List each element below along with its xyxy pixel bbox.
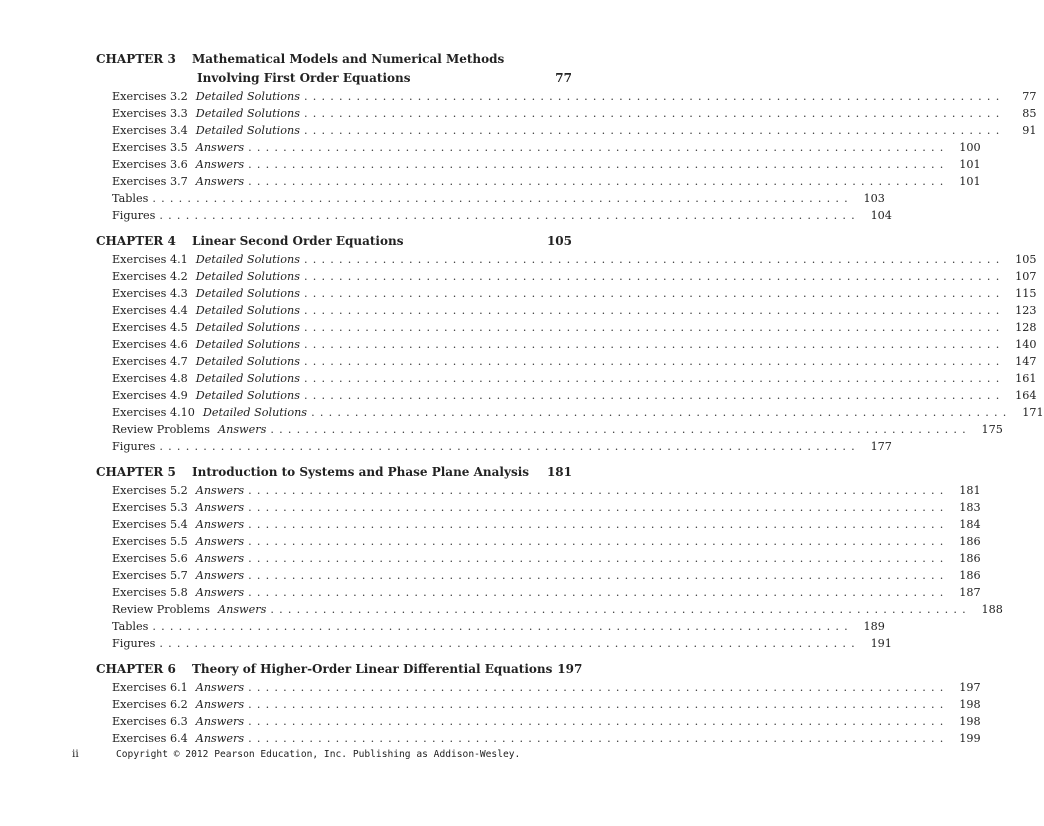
dot-leader: ................................................................................ [303,372,1005,385]
entry-page: 183 [959,501,981,514]
chapter-heading[interactable] [96,52,572,71]
entry-page: 188 [981,603,1003,616]
chapter-heading[interactable] [96,465,572,484]
toc-entry[interactable] [96,715,981,732]
entry-page: 197 [959,681,981,694]
dot-leader: ................................................................................ [303,321,1005,334]
entry-subtitle: Answers [195,518,245,531]
entry-subtitle: Answers [218,423,267,436]
entry-subtitle: Detailed Solutions [195,90,300,103]
dot-leader: ................................................................................ [303,338,1005,351]
entry-subtitle: Detailed Solutions [195,253,300,266]
toc-entry[interactable] [96,603,1003,620]
dot-leader: ................................................................................ [303,304,1005,317]
page-footer [72,748,572,760]
chapter-label: CHAPTER 5 [96,465,176,479]
chapter-label: CHAPTER 3 [96,52,176,66]
chapter-page: 77 [555,71,572,85]
entry-subtitle: Answers [195,732,245,745]
entry-subtitle: Detailed Solutions [195,389,300,402]
entry-label: Exercises 3.4 [112,124,188,137]
toc-entry[interactable] [96,518,981,535]
dot-leader: ................................................................................ [248,518,949,531]
toc-entry[interactable] [96,372,1037,389]
entry-label: Review Problems [112,603,211,616]
entry-subtitle: Answers [195,141,245,154]
dot-leader: ................................................................................ [248,484,949,497]
toc-entry[interactable] [96,406,1044,423]
entry-label: Figures [112,440,156,453]
entry-page: 189 [863,620,885,633]
entry-subtitle: Detailed Solutions [195,304,300,317]
dot-leader: ................................................................................ [248,501,949,514]
entry-subtitle: Answers [195,175,245,188]
toc-entry[interactable] [96,253,1037,270]
dot-leader: ................................................................................ [248,586,949,599]
entry-subtitle: Answers [195,158,245,171]
chapter-title: Theory of Higher-Order Linear Differential Equations [192,662,553,676]
entry-page: 184 [959,518,981,531]
chapter-title: Linear Second Order Equations [192,234,404,248]
toc-entry[interactable] [96,158,981,175]
entry-page: 186 [959,569,981,582]
entry-page: 91 [1022,124,1037,137]
toc-entry[interactable] [96,270,1037,287]
entry-subtitle: Detailed Solutions [195,372,300,385]
entry-page: 123 [1015,304,1037,317]
entry-subtitle: Detailed Solutions [195,355,300,368]
entry-label: Tables [112,620,149,633]
table-of-contents [96,52,1044,757]
chapter-section [96,234,1044,457]
entry-page: 175 [981,423,1003,436]
toc-entry[interactable] [96,287,1037,304]
entry-label: Figures [112,209,156,222]
entry-page: 181 [959,484,981,497]
chapter-heading[interactable] [96,234,572,253]
toc-entry[interactable] [96,569,981,586]
entry-label: Exercises 5.4 [112,518,188,531]
toc-entry[interactable] [96,637,892,654]
dot-leader: ................................................................................ [303,355,1005,368]
chapter-page: 197 [557,662,583,676]
entry-page: 104 [870,209,892,222]
entry-label: Exercises 5.3 [112,501,188,514]
entry-label: Review Problems [112,423,211,436]
entry-subtitle: Answers [195,698,245,711]
entry-label: Exercises 6.1 [112,681,188,694]
entry-label: Exercises 4.6 [112,338,188,351]
dot-leader: ................................................................................ [303,253,1005,266]
entry-subtitle: Answers [195,681,245,694]
entry-page: 177 [870,440,892,453]
toc-entry[interactable] [96,192,885,209]
entry-subtitle: Detailed Solutions [202,406,308,419]
dot-leader: ................................................................................ [248,732,949,745]
chapter-section [96,662,981,749]
dot-leader: ................................................................................ [248,681,949,694]
toc-entry[interactable] [96,484,981,501]
chapter-label: CHAPTER 6 [96,662,176,676]
chapter-label: CHAPTER 4 [96,234,176,248]
dot-leader: ................................................................................ [159,440,860,453]
entry-subtitle: Answers [195,569,245,582]
toc-entry[interactable] [96,423,1003,440]
entry-subtitle: Detailed Solutions [195,124,300,137]
chapter-title-continued: Involving First Order Equations [197,71,411,85]
toc-entry[interactable] [96,681,981,698]
dot-leader: ................................................................................ [152,620,853,633]
dot-leader: ................................................................................ [303,107,1005,120]
entry-label: Exercises 6.3 [112,715,188,728]
entry-subtitle: Detailed Solutions [195,338,300,351]
entry-page: 186 [959,552,981,565]
entry-page: 101 [959,175,981,188]
dot-leader: ................................................................................ [270,423,971,436]
entry-page: 85 [1022,107,1037,120]
toc-entry[interactable] [96,209,892,226]
page-number: ii [72,748,79,760]
entry-page: 187 [959,586,981,599]
chapter-section [96,465,1003,654]
toc-entry[interactable] [96,321,1037,338]
dot-leader: ................................................................................ [303,287,1005,300]
dot-leader: ................................................................................ [270,603,971,616]
chapter-section [96,52,1037,226]
entry-label: Exercises 3.2 [112,90,188,103]
toc-entry[interactable] [96,338,1037,355]
entry-subtitle: Answers [195,535,245,548]
dot-leader: ................................................................................ [248,158,949,171]
dot-leader: ................................................................................ [303,124,1005,137]
entry-subtitle: Detailed Solutions [195,321,300,334]
entry-label: Exercises 4.10 [112,406,195,419]
toc-entry[interactable] [96,440,892,457]
toc-entry[interactable] [96,124,1037,141]
entry-subtitle: Answers [195,586,245,599]
entry-label: Exercises 4.4 [112,304,188,317]
entry-page: 105 [1015,253,1037,266]
dot-leader: ................................................................................ [159,209,860,222]
entry-page: 147 [1015,355,1037,368]
entry-label: Exercises 3.7 [112,175,188,188]
dot-leader: ................................................................................ [303,389,1005,402]
toc-entry[interactable] [96,355,1037,372]
dot-leader: ................................................................................ [248,569,949,582]
toc-entry[interactable] [96,141,981,158]
chapter-heading-continued[interactable] [96,71,572,90]
entry-label: Exercises 3.3 [112,107,188,120]
entry-label: Tables [112,192,149,205]
chapter-title: Introduction to Systems and Phase Plane Analysis [192,465,530,479]
dot-leader: ................................................................................ [248,141,949,154]
entry-page: 164 [1015,389,1037,402]
chapter-title: Mathematical Models and Numerical Methods [192,52,505,66]
entry-page: 199 [959,732,981,745]
entry-label: Exercises 6.2 [112,698,188,711]
toc-entry[interactable] [96,586,981,603]
dot-leader: ................................................................................ [248,175,949,188]
entry-label: Exercises 4.3 [112,287,188,300]
entry-subtitle: Answers [218,603,267,616]
dot-leader: ................................................................................ [311,406,1012,419]
entry-subtitle: Detailed Solutions [195,287,300,300]
entry-label: Exercises 5.2 [112,484,188,497]
chapter-heading[interactable] [96,662,583,681]
entry-label: Exercises 5.7 [112,569,188,582]
dot-leader: ................................................................................ [248,715,949,728]
dot-leader: ................................................................................ [248,535,949,548]
entry-label: Exercises 4.9 [112,389,188,402]
toc-entry[interactable] [96,732,981,749]
entry-page: 101 [959,158,981,171]
toc-entry[interactable] [96,535,981,552]
dot-leader: ................................................................................ [303,270,1005,283]
entry-subtitle: Answers [195,552,245,565]
entry-page: 140 [1015,338,1037,351]
entry-subtitle: Answers [195,484,245,497]
entry-page: 115 [1015,287,1037,300]
entry-page: 77 [1022,90,1037,103]
toc-entry[interactable] [96,501,981,518]
toc-entry[interactable] [96,304,1037,321]
entry-page: 171 [1022,406,1044,419]
entry-page: 128 [1015,321,1037,334]
entry-page: 198 [959,698,981,711]
dot-leader: ................................................................................ [303,90,1005,103]
chapter-page: 105 [546,234,572,248]
dot-leader: ................................................................................ [152,192,853,205]
toc-entry[interactable] [96,107,1037,124]
entry-label: Exercises 3.5 [112,141,188,154]
entry-label: Exercises 6.4 [112,732,188,745]
entry-page: 191 [870,637,892,650]
toc-entry[interactable] [96,389,1037,406]
entry-label: Exercises 4.1 [112,253,188,266]
toc-entry[interactable] [96,175,981,192]
entry-label: Exercises 5.6 [112,552,188,565]
entry-page: 107 [1015,270,1037,283]
entry-label: Figures [112,637,156,650]
entry-label: Exercises 4.8 [112,372,188,385]
entry-label: Exercises 4.7 [112,355,188,368]
entry-subtitle: Answers [195,715,245,728]
entry-label: Exercises 3.6 [112,158,188,171]
entry-label: Exercises 5.8 [112,586,188,599]
chapter-page: 181 [546,465,572,479]
entry-label: Exercises 4.2 [112,270,188,283]
dot-leader: ................................................................................ [159,637,860,650]
entry-page: 186 [959,535,981,548]
entry-page: 103 [863,192,885,205]
dot-leader: ................................................................................ [248,552,949,565]
dot-leader: ................................................................................ [248,698,949,711]
entry-page: 100 [959,141,981,154]
toc-entry[interactable] [96,90,1037,107]
entry-page: 161 [1015,372,1037,385]
toc-entry[interactable] [96,552,981,569]
entry-subtitle: Detailed Solutions [195,270,300,283]
copyright-notice: Copyright © 2012 Pearson Education, Inc. Publishing as Addison-Wesley. [116,749,521,760]
entry-subtitle: Detailed Solutions [195,107,300,120]
entry-label: Exercises 4.5 [112,321,188,334]
toc-entry[interactable] [96,698,981,715]
toc-entry[interactable] [96,620,885,637]
entry-subtitle: Answers [195,501,245,514]
entry-label: Exercises 5.5 [112,535,188,548]
entry-page: 198 [959,715,981,728]
